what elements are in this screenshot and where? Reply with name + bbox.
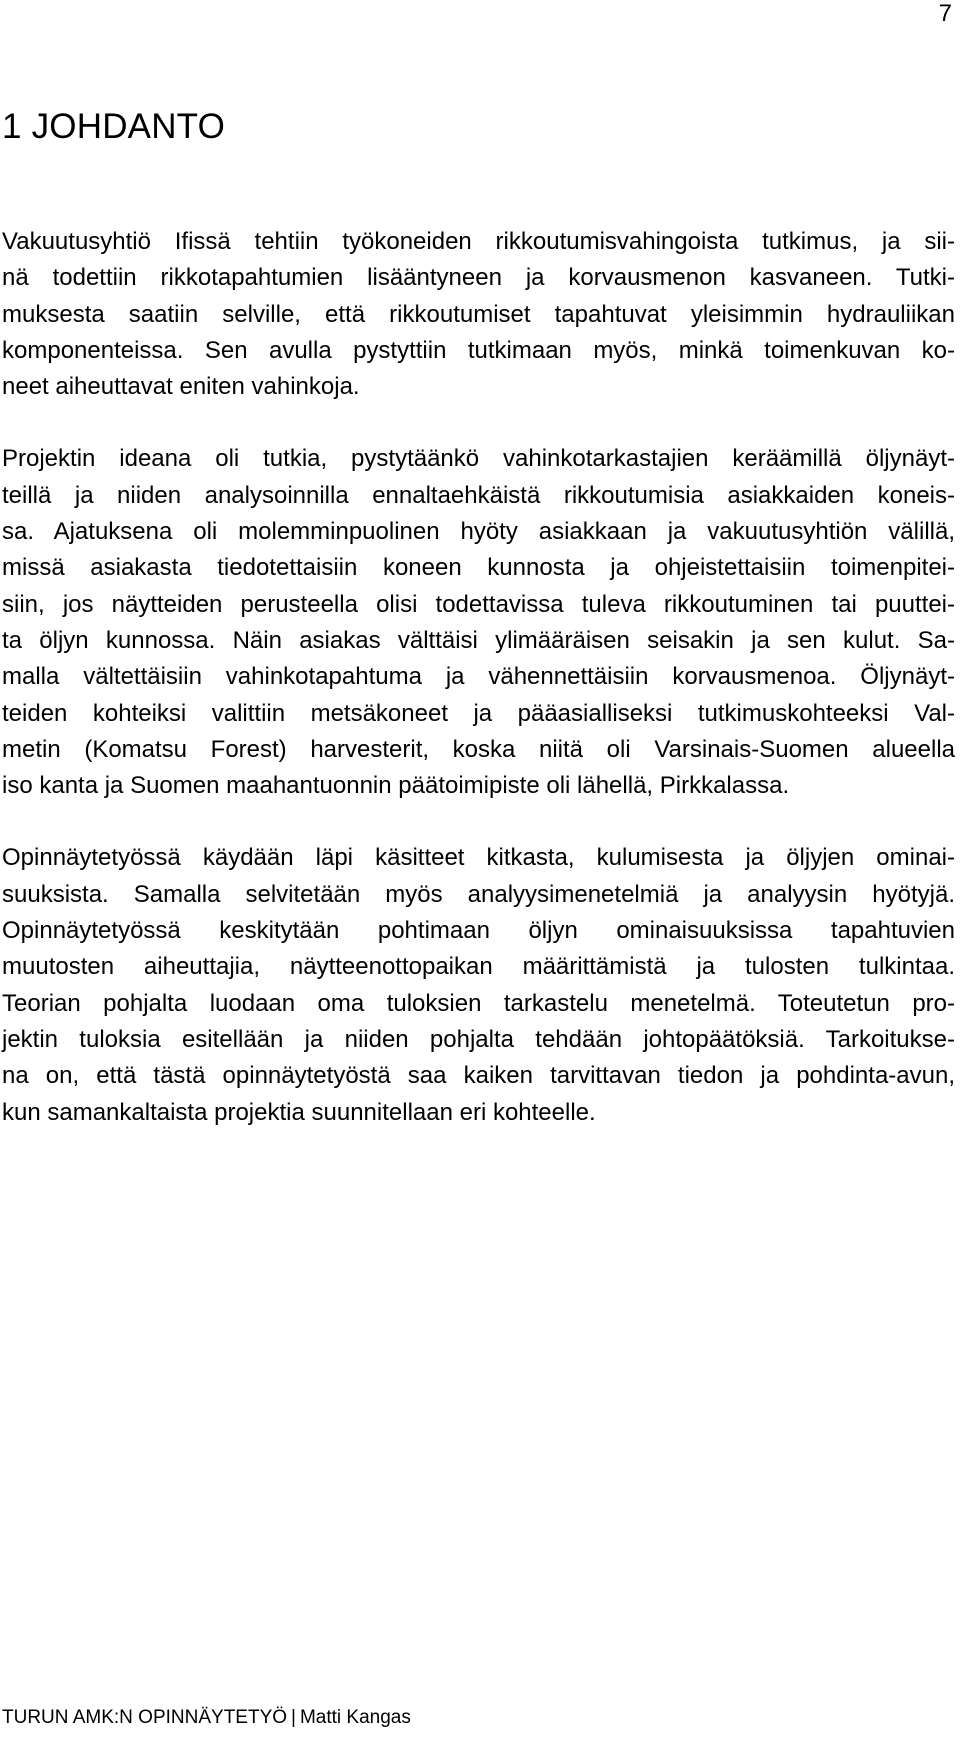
- footer-separator: |: [291, 1707, 296, 1728]
- paragraph-line: komponenteissa. Sen avulla pystyttiin tutkimaan myös, minkä toimenkuvan ko-: [2, 336, 955, 364]
- paragraph-line: suuksista. Samalla selvitetään myös analyysimenetelmiä ja analyysin hyötyjä.: [2, 880, 955, 908]
- paragraph-line: Opinnäytetyössä keskitytään pohtimaan öljyn ominaisuuksissa tapahtuvien: [2, 917, 955, 945]
- paragraph: [2, 840, 955, 1130]
- footer-author: Matti Kangas: [299, 1707, 411, 1728]
- footer-institution: TURUN AMK:N OPINNÄYTETYÖ: [2, 1707, 288, 1728]
- paragraph: [2, 224, 955, 405]
- paragraph-line: kun samankaltaista projektia suunnitellaan eri kohteelle.: [2, 1098, 596, 1126]
- paragraph-line: na on, että tästä opinnäytetyöstä saa kaiken tarvittavan tiedon ja pohdinta-avun,: [2, 1062, 955, 1090]
- paragraph-line: Teorian pohjalta luodaan oma tuloksien tarkastelu menetelmä. Toteutetun pro-: [2, 989, 955, 1017]
- paragraph-line: Projektin ideana oli tutkia, pystytäänkö vahinkotarkastajien keräämillä öljynäyt-: [2, 445, 955, 473]
- paragraph-line: teiden kohteiksi valittiin metsäkoneet ja pääasialliseksi tutkimuskohteeksi Val-: [2, 699, 955, 727]
- paragraph-line: nä todettiin rikkotapahtumien lisääntyneen ja korvausmenon kasvaneen. Tutki-: [2, 264, 955, 292]
- paragraph-line: Vakuutusyhtiö Ifissä tehtiin työkoneiden rikkoutumisvahingoista tutkimus, ja sii-: [2, 228, 955, 255]
- paragraph-line: muutosten aiheuttajia, näytteenottopaikan määrittämistä ja tulosten tulkintaa.: [2, 953, 955, 981]
- page-number: 7: [938, 0, 952, 27]
- paragraph-line: jektin tuloksia esitellään ja niiden pohjalta tehdään johtopäätöksiä. Tarkoitukse-: [2, 1025, 955, 1053]
- body-text: [2, 224, 955, 1167]
- paragraph: [2, 441, 955, 804]
- paragraph-line: sa. Ajatuksena oli molemminpuolinen hyöty asiakkaan ja vakuutusyhtiön välillä,: [2, 518, 955, 546]
- paragraph-line: missä asiakasta tiedotettaisiin koneen kunnosta ja ohjeistettaisiin toimenpitei-: [2, 554, 955, 582]
- page-footer: [2, 1706, 411, 1730]
- paragraph-line: teillä ja niiden analysoinnilla ennaltaehkäistä rikkoutumisia asiakkaiden koneis-: [2, 481, 955, 509]
- paragraph-line: ta öljyn kunnossa. Näin asiakas välttäisi ylimääräisen seisakin ja sen kulut. Sa-: [2, 626, 955, 654]
- paragraph-line: iso kanta ja Suomen maahantuonnin päätoimipiste oli lähellä, Pirkkalassa.: [2, 772, 790, 800]
- paragraph-line: muksesta saatiin selville, että rikkoutumiset tapahtuvat yleisimmin hydrauliikan: [2, 300, 955, 328]
- paragraph-line: malla vältettäisiin vahinkotapahtuma ja vähennettäisiin korvausmenoa. Öljynäyt-: [2, 663, 955, 691]
- paragraph-line: siin, jos näytteiden perusteella olisi todettavissa tuleva rikkoutuminen tai puuttei-: [2, 590, 955, 618]
- chapter-title: 1 JOHDANTO: [2, 107, 226, 146]
- paragraph-line: metin (Komatsu Forest) harvesterit, koska niitä oli Varsinais-Suomen alueella: [2, 735, 955, 763]
- paragraph-line: neet aiheuttavat eniten vahinkoja.: [2, 373, 360, 401]
- paragraph-line: Opinnäytetyössä käydään läpi käsitteet kitkasta, kulumisesta ja öljyjen ominai-: [2, 844, 955, 872]
